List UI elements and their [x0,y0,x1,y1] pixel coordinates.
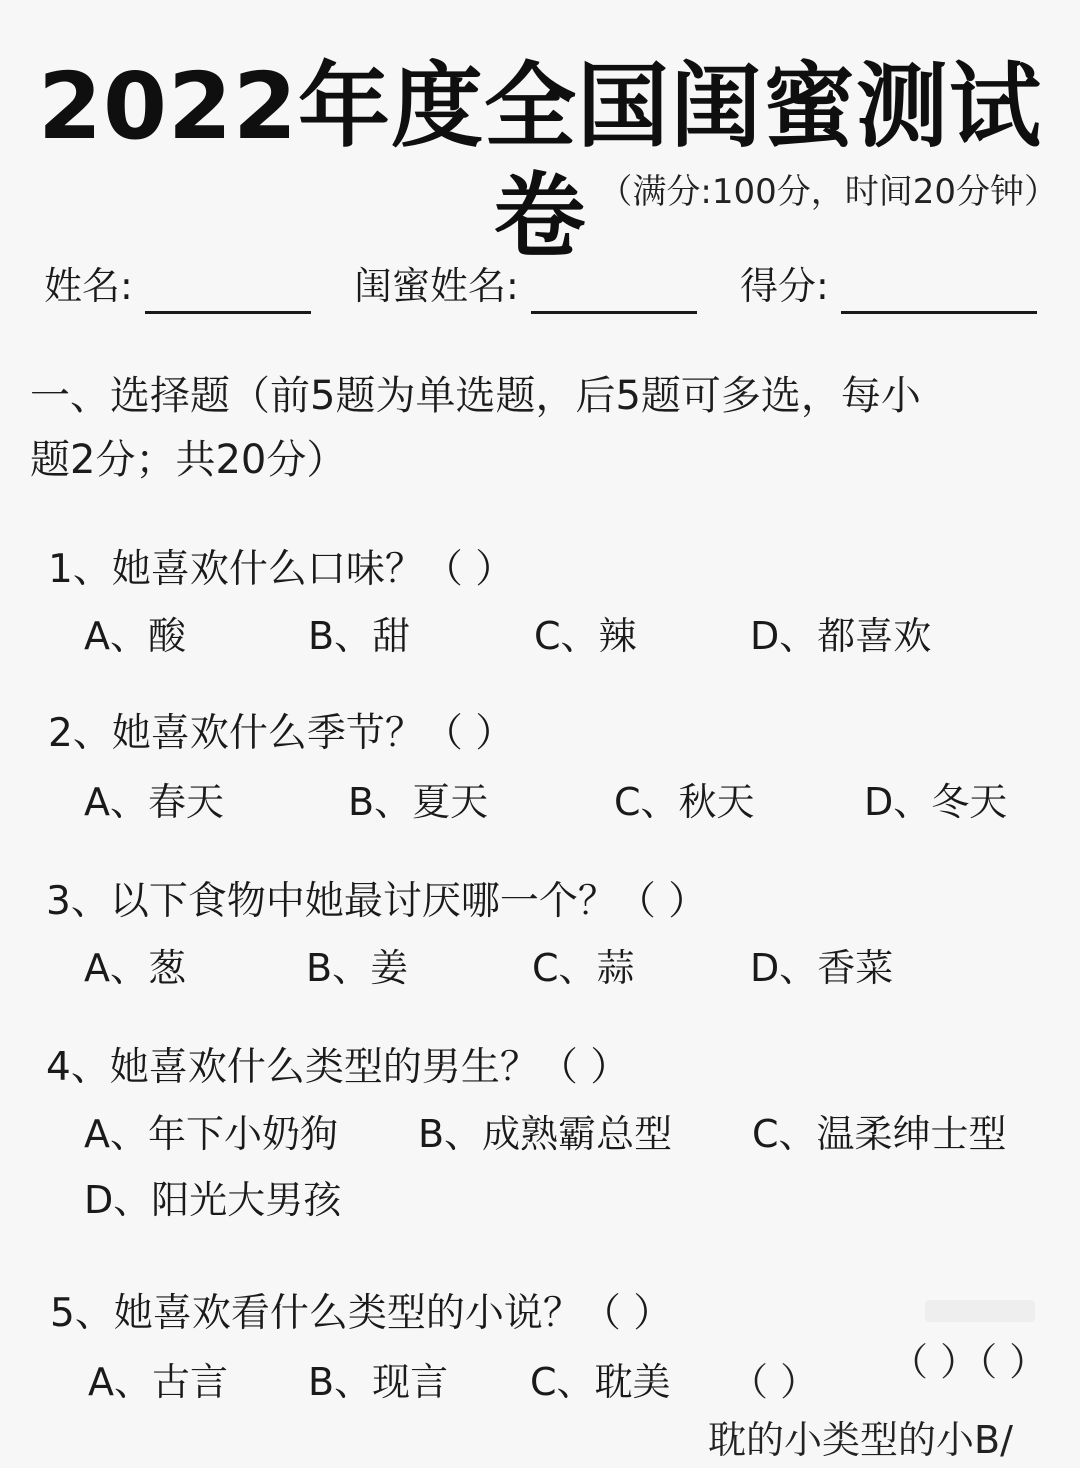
friend-name-blank[interactable] [531,269,697,314]
overlay-paren: （ ） [730,1360,819,1404]
overlay-paren-pair: （ ）（ ） [890,1340,1048,1384]
friend-name-label: 闺蜜姓名: [354,264,519,308]
q4-option-a[interactable]: A、年下小奶狗 [84,1112,338,1156]
q1-option-b[interactable]: B、甜 [308,614,411,658]
question-5: 5、她喜欢看什么类型的小说？（ ） [50,1291,673,1336]
q4-option-c[interactable]: C、温柔绅士型 [752,1112,1007,1156]
faint-smudge [925,1300,1035,1322]
question-2: 2、她喜欢什么季节？（ ） [48,711,515,756]
q2-option-c[interactable]: C、秋天 [614,780,755,824]
q2-option-a[interactable]: A、春天 [84,780,224,824]
q3-option-d[interactable]: D、香菜 [750,946,894,990]
question-3: 3、以下食物中她最讨厌哪一个？（ ） [46,879,708,924]
overlay-cut-text: 耽的小类型的小B/ [708,1418,1013,1462]
q4-option-d[interactable]: D、阳光大男孩 [84,1178,342,1222]
q3-option-c[interactable]: C、蒜 [532,946,635,990]
name-field [44,258,311,314]
q5-option-a[interactable]: A、古言 [88,1360,228,1404]
q1-option-d[interactable]: D、都喜欢 [750,614,932,658]
score-blank[interactable] [841,269,1037,314]
score-field [740,258,1037,314]
question-4: 4、她喜欢什么类型的男生？（ ） [46,1045,630,1090]
q2-option-b[interactable]: B、夏天 [348,780,489,824]
q5-option-c[interactable]: C、耽美 [530,1360,671,1404]
q5-option-b[interactable]: B、现言 [308,1360,449,1404]
exam-info: （满分:100分，时间20分钟） [598,172,1058,212]
section-heading-line2: 题2分；共20分） [30,437,347,483]
q3-option-b[interactable]: B、姜 [306,946,409,990]
q4-option-b[interactable]: B、成熟霸总型 [418,1112,673,1156]
section-heading [30,364,1030,492]
q1-option-c[interactable]: C、辣 [534,614,637,658]
page-title: 2022年度全国闺蜜测试卷 [37,53,1043,270]
q2-option-d[interactable]: D、冬天 [864,780,1008,824]
score-label: 得分: [740,264,829,308]
section-heading-line1: 一、选择题（前5题为单选题，后5题可多选，每小 [30,373,921,419]
q3-option-a[interactable]: A、葱 [84,946,186,990]
q1-option-a[interactable]: A、酸 [84,614,186,658]
question-1: 1、她喜欢什么口味？（ ） [48,547,515,592]
name-label: 姓名: [44,264,133,308]
friend-name-field [354,258,697,314]
name-blank[interactable] [145,269,311,314]
info-fields [0,258,1080,318]
